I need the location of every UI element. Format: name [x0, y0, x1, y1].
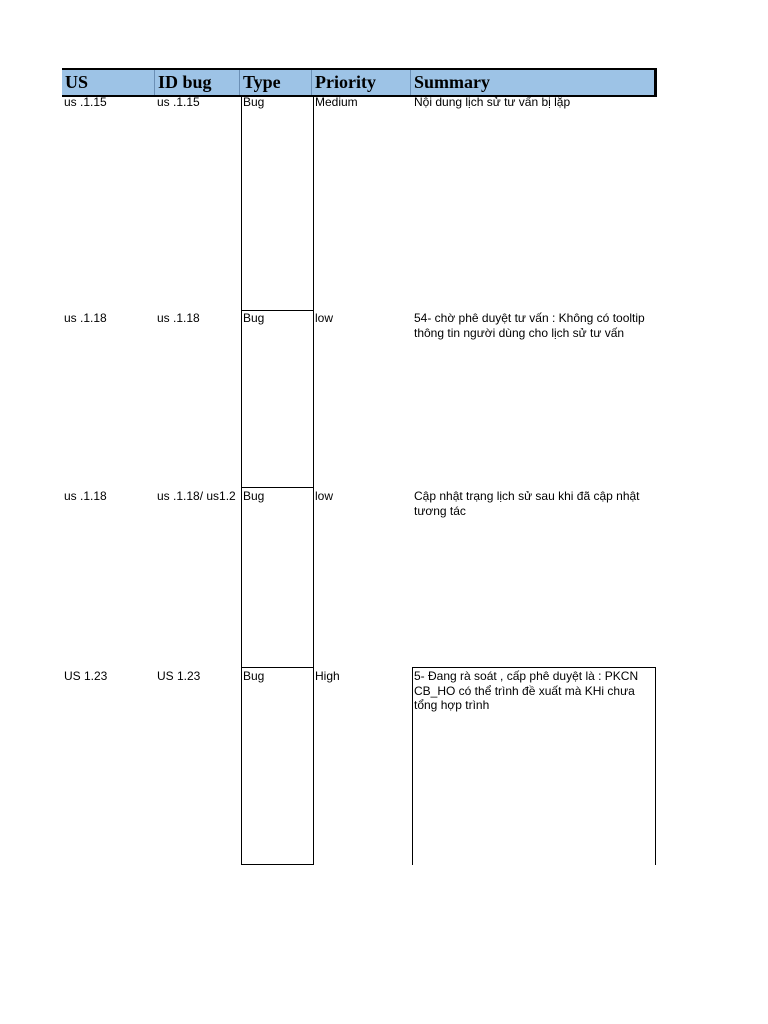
header-us: US [65, 72, 89, 92]
header-divider [239, 70, 240, 95]
header-type: Type [243, 72, 281, 92]
cell-type: Bug [243, 489, 265, 503]
cell-priority: low [315, 311, 334, 325]
cell-priority: High [315, 669, 340, 683]
header-divider [311, 70, 312, 95]
cell-summary: Cập nhật trạng lịch sử sau khi đã cập nhật tương tác [414, 489, 640, 518]
type-row-divider [241, 667, 313, 668]
cell-type: Bug [243, 95, 265, 109]
type-col-left-border [241, 95, 242, 865]
cell-priority: low [315, 489, 334, 503]
cell-id-bug: US 1.23 [157, 669, 201, 683]
cell-us: US 1.23 [64, 669, 108, 683]
summary-cell-top-border [412, 667, 655, 668]
table-header [62, 68, 657, 97]
type-col-right-border [313, 95, 314, 865]
header-summary: Summary [414, 72, 490, 92]
cell-type: Bug [243, 311, 265, 325]
cell-us: us .1.18 [64, 311, 107, 325]
cell-priority: Medium [315, 95, 358, 109]
cell-summary: 5- Đang rà soát , cấp phê duyệt là : PKCN CB_HO có thể trình đề xuất mà KHi chưa tổng hợp trình [414, 669, 639, 712]
header-id-bug: ID bug [158, 72, 212, 92]
cell-type: Bug [243, 669, 265, 683]
cell-summary: 54- chờ phê duyệt tư vấn : Không có tooltip thông tin người dùng cho lịch sử tư vấn [414, 311, 645, 340]
cell-us: us .1.18 [64, 489, 107, 503]
cell-id-bug: us .1.15 [157, 95, 200, 109]
type-row-divider [241, 487, 313, 488]
cell-id-bug: us .1.18 [157, 311, 200, 325]
header-divider [410, 70, 411, 95]
summary-cell-right-border [655, 667, 656, 865]
cell-id-bug: us .1.18/ us1.2 [157, 489, 236, 503]
header-divider [154, 70, 155, 95]
cell-us: us .1.15 [64, 95, 107, 109]
type-row-bottom-border [241, 864, 313, 865]
summary-cell-left-border [412, 667, 413, 865]
header-priority: Priority [315, 72, 376, 92]
cell-summary: Nội dung lịch sử tư vấn bị lặp [414, 95, 571, 109]
